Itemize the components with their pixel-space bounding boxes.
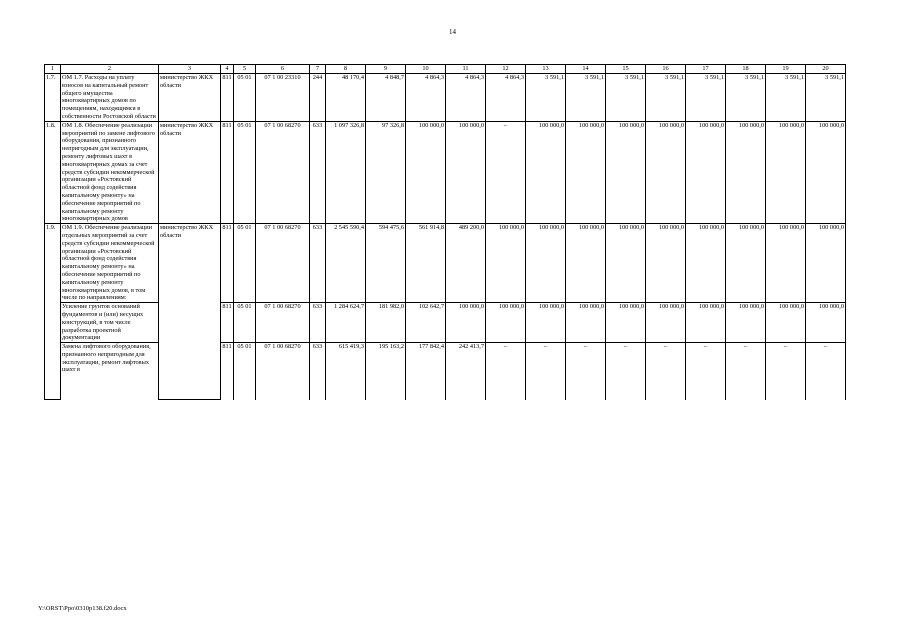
row-number: 1.7. bbox=[45, 74, 61, 122]
row-value: 100 000,0 bbox=[566, 303, 606, 343]
row-value: 100 000,0 bbox=[726, 224, 766, 303]
row-value: 615 419,3 bbox=[326, 343, 366, 400]
row-value: 100 000,0 bbox=[726, 303, 766, 343]
row-value: 4 864,3 bbox=[406, 74, 446, 122]
row-value: 100 000,0 bbox=[606, 224, 646, 303]
row-value: 181 982,0 bbox=[366, 303, 406, 343]
row-value: 242 413,7 bbox=[446, 343, 486, 400]
row-rzpr: 05 01 bbox=[234, 343, 256, 400]
row-value: – bbox=[766, 343, 806, 400]
row-value: 3 591,1 bbox=[606, 74, 646, 122]
header-cell: 20 bbox=[806, 65, 846, 74]
row-value: 1 097 326,8 bbox=[326, 121, 366, 223]
row-value: 100 000,0 bbox=[686, 121, 726, 223]
row-executor: министерство ЖКХ области bbox=[159, 121, 221, 223]
row-value: – bbox=[486, 343, 526, 400]
row-value: – bbox=[566, 343, 606, 400]
row-value: 1 284 624,7 bbox=[326, 303, 366, 343]
row-value: 100 000,0 bbox=[486, 303, 526, 343]
row-value: 100 000,0 bbox=[446, 303, 486, 343]
footer-file-path: Y:\ORST\Ppo\0310p138.f20.docx bbox=[38, 605, 127, 612]
row-value: 100 000,0 bbox=[646, 303, 686, 343]
row-value: 4 864,3 bbox=[446, 74, 486, 122]
row-executor: министерство ЖКХ области bbox=[159, 74, 221, 122]
header-row bbox=[45, 65, 846, 74]
row-value: 48 170,4 bbox=[326, 74, 366, 122]
row-value: 100 000,0 bbox=[606, 121, 646, 223]
table-row bbox=[45, 74, 846, 122]
row-value: 100 000,0 bbox=[646, 121, 686, 223]
row-value: 100 000,0 bbox=[766, 121, 806, 223]
row-name: ОМ 1.7. Расходы на уплату взносов на капитальный ремонт общего имущества многоквартирных домов по помещениям, находящимся в собственности Ростовской области bbox=[61, 74, 159, 122]
row-value: 97 326,8 bbox=[366, 121, 406, 223]
row-grbs: 811 bbox=[221, 343, 234, 400]
row-value: – bbox=[686, 343, 726, 400]
row-value: 100 000,0 bbox=[726, 121, 766, 223]
row-value: – bbox=[606, 343, 646, 400]
page-number: 14 bbox=[449, 28, 456, 36]
row-value: 3 591,1 bbox=[766, 74, 806, 122]
row-rzpr: 05 01 bbox=[234, 303, 256, 343]
row-value: 100 000,0 bbox=[566, 224, 606, 303]
header-cell: 8 bbox=[326, 65, 366, 74]
row-value: 3 591,1 bbox=[646, 74, 686, 122]
row-value: 100 000,0 bbox=[806, 224, 846, 303]
row-rzpr: 05 01 bbox=[234, 74, 256, 122]
row-name: Замена лифтового оборудования, признанного непригодным для эксплуатации, ремонт лифтовых шахт в bbox=[61, 343, 159, 400]
row-vr: 633 bbox=[310, 343, 326, 400]
header-cell: 3 bbox=[159, 65, 221, 74]
row-vr: 633 bbox=[310, 121, 326, 223]
row-value: 4 848,7 bbox=[366, 74, 406, 122]
row-csr: 07 1 00 23310 bbox=[256, 74, 310, 122]
header-cell: 19 bbox=[766, 65, 806, 74]
row-value: 100 000,0 bbox=[526, 224, 566, 303]
row-value: 2 545 590,4 bbox=[326, 224, 366, 303]
row-vr: 244 bbox=[310, 74, 326, 122]
header-cell: 1 bbox=[45, 65, 61, 74]
row-grbs: 811 bbox=[221, 74, 234, 122]
header-cell: 2 bbox=[61, 65, 159, 74]
header-cell: 13 bbox=[526, 65, 566, 74]
row-csr: 07 1 00 68270 bbox=[256, 224, 310, 303]
row-value: 100 000,0 bbox=[526, 121, 566, 223]
row-value: 594 475,6 bbox=[366, 224, 406, 303]
row-value: 489 200,0 bbox=[446, 224, 486, 303]
header-cell: 14 bbox=[566, 65, 606, 74]
row-value: 100 000,0 bbox=[806, 121, 846, 223]
row-value: – bbox=[806, 343, 846, 400]
budget-table bbox=[44, 64, 846, 400]
row-name: ОМ 1.9. Обеспечение реализации отдельных мероприятий за счет средств субсидии некоммерческой организации «Ростовский областной фонд содействия капитальному ремонту» на обеспечение мероприятий по капитальному ремонту многоквартирных домов, в том числе по направлениям: bbox=[61, 224, 159, 303]
row-value: 100 000,0 bbox=[446, 121, 486, 223]
row-value: 3 591,1 bbox=[806, 74, 846, 122]
row-csr: 07 1 00 68270 bbox=[256, 303, 310, 343]
row-value: 100 000,0 bbox=[406, 121, 446, 223]
header-cell: 11 bbox=[446, 65, 486, 74]
row-value: 100 000,0 bbox=[766, 303, 806, 343]
header-cell: 6 bbox=[256, 65, 310, 74]
row-value: 100 000,0 bbox=[806, 303, 846, 343]
row-grbs: 811 bbox=[221, 303, 234, 343]
header-cell: 17 bbox=[686, 65, 726, 74]
row-executor: министерство ЖКХ области bbox=[159, 224, 221, 400]
row-csr: 07 1 00 68270 bbox=[256, 121, 310, 223]
header-cell: 10 bbox=[406, 65, 446, 74]
row-value: 100 000,0 bbox=[766, 224, 806, 303]
row-value: 102 642,7 bbox=[406, 303, 446, 343]
table-row bbox=[45, 224, 846, 303]
row-name: Усиление грунтов оснований фундаментов и (или) несущих конструкций, в том числе разработка проектной документации bbox=[61, 303, 159, 343]
row-value: 100 000,0 bbox=[686, 303, 726, 343]
row-name: ОМ 1.8. Обеспечение реализации мероприятий по замене лифтового оборудования, признанного непригодным для эксплуатации, ремонту лифтовых шахт в многоквартирных домах за счет средств субсидии некоммерческой организации «Ростовский областной фонд содействия капитальному ремонту» на обеспечение мероприятий по капитальному ремонту многоквартирных домов bbox=[61, 121, 159, 223]
row-grbs: 811 bbox=[221, 224, 234, 303]
header-cell: 12 bbox=[486, 65, 526, 74]
table-row bbox=[45, 121, 846, 223]
header-cell: 18 bbox=[726, 65, 766, 74]
row-value: 100 000,0 bbox=[566, 121, 606, 223]
row-value: 177 842,4 bbox=[406, 343, 446, 400]
row-value: 100 000,0 bbox=[686, 224, 726, 303]
row-value: 3 591,1 bbox=[526, 74, 566, 122]
header-cell: 16 bbox=[646, 65, 686, 74]
header-cell: 5 bbox=[234, 65, 256, 74]
row-value: – bbox=[526, 343, 566, 400]
row-value: 561 914,8 bbox=[406, 224, 446, 303]
row-value: – bbox=[726, 343, 766, 400]
header-cell: 9 bbox=[366, 65, 406, 74]
row-rzpr: 05 01 bbox=[234, 224, 256, 303]
row-value: 3 591,1 bbox=[566, 74, 606, 122]
header-cell: 7 bbox=[310, 65, 326, 74]
row-number: 1.9. bbox=[45, 224, 61, 400]
header-cell: 4 bbox=[221, 65, 234, 74]
row-value: 195 163,2 bbox=[366, 343, 406, 400]
row-value: 100 000,0 bbox=[606, 303, 646, 343]
row-vr: 633 bbox=[310, 303, 326, 343]
row-grbs: 811 bbox=[221, 121, 234, 223]
row-number: 1.8. bbox=[45, 121, 61, 223]
row-value: 4 864,3 bbox=[486, 74, 526, 122]
row-value: 100 000,0 bbox=[526, 303, 566, 343]
row-rzpr: 05 01 bbox=[234, 121, 256, 223]
row-value: – bbox=[486, 121, 526, 223]
row-value: 100 000,0 bbox=[646, 224, 686, 303]
row-vr: 633 bbox=[310, 224, 326, 303]
row-value: 100 000,0 bbox=[486, 224, 526, 303]
row-value: 3 591,1 bbox=[686, 74, 726, 122]
row-csr: 07 1 00 68270 bbox=[256, 343, 310, 400]
header-cell: 15 bbox=[606, 65, 646, 74]
row-value: 3 591,1 bbox=[726, 74, 766, 122]
row-value: – bbox=[646, 343, 686, 400]
